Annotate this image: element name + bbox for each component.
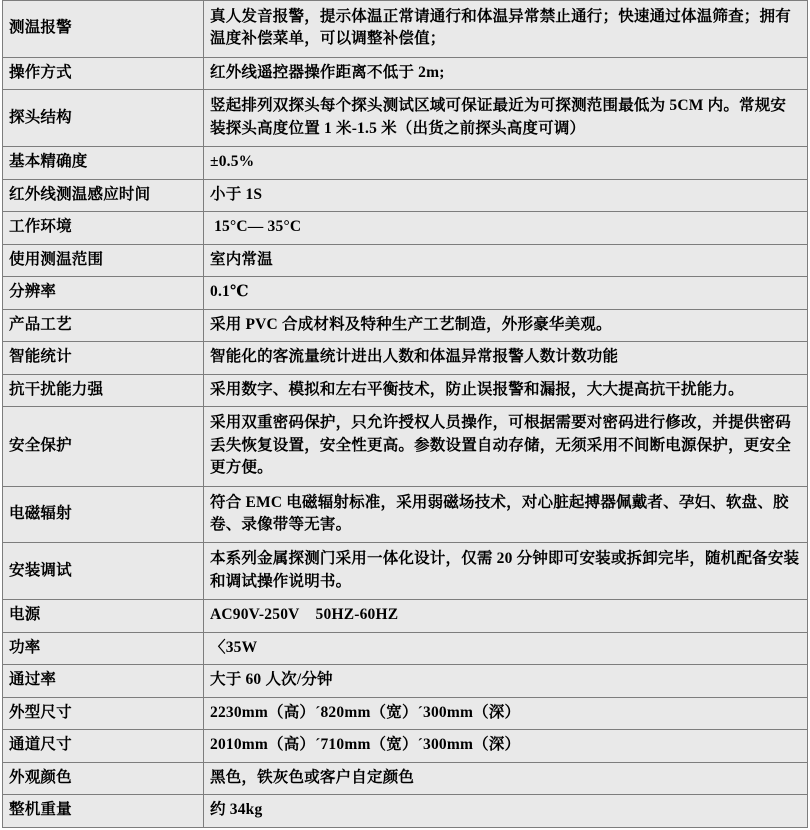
table-row xyxy=(3,730,808,762)
row-label-cell xyxy=(3,486,204,543)
row-label-cell xyxy=(3,632,204,664)
row-value: 竖起排列双探头每个探头测试区域可保证最近为可探测范围最低为 5CM 内。常规安装探头高度位置 1 米-1.5 米（出货之前探头高度可调） xyxy=(210,97,787,137)
row-label-cell xyxy=(3,665,204,697)
row-value: 符合 EMC 电磁辐射标准，采用弱磁场技术，对心脏起搏器佩戴者、孕妇、软盘、胶卷、录像带等无害。 xyxy=(210,493,789,533)
table-row xyxy=(3,147,808,179)
row-label: 功率 xyxy=(9,638,41,656)
row-value: 黑色，铁灰色或客户自定颜色 xyxy=(210,768,415,786)
row-value-cell xyxy=(204,730,808,762)
row-label: 智能统计 xyxy=(9,348,72,366)
table-row xyxy=(3,342,808,374)
row-label: 外型尺寸 xyxy=(9,703,72,721)
row-value: 小于 1S xyxy=(210,185,263,203)
row-label: 使用测温范围 xyxy=(9,250,104,268)
row-label-cell xyxy=(3,407,204,486)
row-value-cell xyxy=(204,277,808,309)
row-value: 采用 PVC 合成材料及特种生产工艺制造，外形豪华美观。 xyxy=(210,315,612,333)
row-label-cell xyxy=(3,342,204,374)
table-row xyxy=(3,632,808,664)
row-value-cell xyxy=(204,57,808,89)
row-label: 安装调试 xyxy=(9,561,72,579)
row-value: 真人发音报警，提示体温正常请通行和体温异常禁止通行；快速通过体温筛查；拥有温度补偿菜单，可以调整补偿值； xyxy=(210,8,791,48)
row-value-cell xyxy=(204,179,808,211)
row-value-cell xyxy=(204,244,808,276)
row-value-cell xyxy=(204,486,808,543)
row-value-cell xyxy=(204,147,808,179)
row-value: 红外线遥控器操作距离不低于 2m; xyxy=(210,63,445,81)
table-row xyxy=(3,1,808,58)
row-value: 2230mm（高）´820mm（宽）´300mm（深） xyxy=(210,703,521,721)
row-value: 本系列金属探测门采用一体化设计，仅需 20 分钟即可安装或拆卸完毕，随机配备安装和调试操作说明书。 xyxy=(210,550,800,590)
row-label: 外观颜色 xyxy=(9,768,72,786)
row-label-cell xyxy=(3,795,204,827)
row-value-cell xyxy=(204,697,808,729)
row-label: 测温报警 xyxy=(9,19,72,37)
table-row xyxy=(3,90,808,147)
row-label-cell xyxy=(3,90,204,147)
row-label: 产品工艺 xyxy=(9,315,72,333)
row-label: 电源 xyxy=(9,606,41,624)
row-value: 15°C— 35°C xyxy=(210,218,302,236)
row-label-cell xyxy=(3,277,204,309)
row-value-cell xyxy=(204,407,808,486)
row-label: 抗干扰能力强 xyxy=(9,380,104,398)
row-value-cell xyxy=(204,665,808,697)
table-row xyxy=(3,374,808,406)
row-value-cell xyxy=(204,90,808,147)
row-label-cell xyxy=(3,374,204,406)
row-value-cell xyxy=(204,543,808,600)
row-label: 基本精确度 xyxy=(9,153,88,171)
row-label: 操作方式 xyxy=(9,63,72,81)
row-value-cell xyxy=(204,632,808,664)
row-value-cell xyxy=(204,212,808,244)
row-label: 分辨率 xyxy=(9,283,57,301)
row-value: ±0.5% xyxy=(210,153,255,171)
row-value-cell xyxy=(204,374,808,406)
row-value: 2010mm（高）´710mm（宽）´300mm（深） xyxy=(210,736,521,754)
row-value: 大于 60 人次/分钟 xyxy=(210,671,333,689)
row-value-cell xyxy=(204,795,808,827)
table-row xyxy=(3,697,808,729)
row-label: 电磁辐射 xyxy=(9,504,72,522)
table-body xyxy=(3,1,808,828)
row-label-cell xyxy=(3,244,204,276)
table-row xyxy=(3,795,808,827)
row-value-cell xyxy=(204,1,808,58)
table-row xyxy=(3,600,808,632)
row-value: 采用数字、模拟和左右平衡技术，防止误报警和漏报，大大提高抗干扰能力。 xyxy=(210,380,744,398)
row-label-cell xyxy=(3,543,204,600)
table-row xyxy=(3,277,808,309)
table-row xyxy=(3,543,808,600)
row-label-cell xyxy=(3,762,204,794)
table-row xyxy=(3,407,808,486)
row-label-cell xyxy=(3,730,204,762)
row-value: 室内常温 xyxy=(210,250,273,268)
row-label: 安全保护 xyxy=(9,436,72,454)
row-value: 采用双重密码保护，只允许授权人员操作，可根据需要对密码进行修改，并提供密码丢失恢复设置，安全性更高。参数设置自动存储，无须采用不间断电源保护，更安全更方便。 xyxy=(210,414,791,477)
row-label: 通道尺寸 xyxy=(9,736,72,754)
row-value: 约 34kg xyxy=(210,801,263,819)
row-label: 工作环境 xyxy=(9,218,72,236)
row-label-cell xyxy=(3,212,204,244)
row-label: 探头结构 xyxy=(9,108,72,126)
table-row xyxy=(3,762,808,794)
table-row xyxy=(3,57,808,89)
row-label: 整机重量 xyxy=(9,801,72,819)
table-row xyxy=(3,486,808,543)
row-label-cell xyxy=(3,309,204,341)
row-value: AC90V-250V 50HZ-60HZ xyxy=(210,606,399,624)
table-row xyxy=(3,309,808,341)
row-value: 〈35W xyxy=(210,638,258,656)
row-value-cell xyxy=(204,600,808,632)
row-value: 智能化的客流量统计进出人数和体温异常报警人数计数功能 xyxy=(210,348,619,366)
table-row xyxy=(3,212,808,244)
row-value: 0.1℃ xyxy=(210,283,249,301)
row-value-cell xyxy=(204,309,808,341)
row-label-cell xyxy=(3,600,204,632)
row-label-cell xyxy=(3,147,204,179)
row-label-cell xyxy=(3,57,204,89)
row-label: 红外线测温感应时间 xyxy=(9,185,151,203)
row-label-cell xyxy=(3,697,204,729)
table-row xyxy=(3,665,808,697)
row-value-cell xyxy=(204,342,808,374)
row-label-cell xyxy=(3,1,204,58)
specification-table xyxy=(2,0,808,828)
table-row xyxy=(3,179,808,211)
row-label: 通过率 xyxy=(9,671,57,689)
table-row xyxy=(3,244,808,276)
row-label-cell xyxy=(3,179,204,211)
row-value-cell xyxy=(204,762,808,794)
